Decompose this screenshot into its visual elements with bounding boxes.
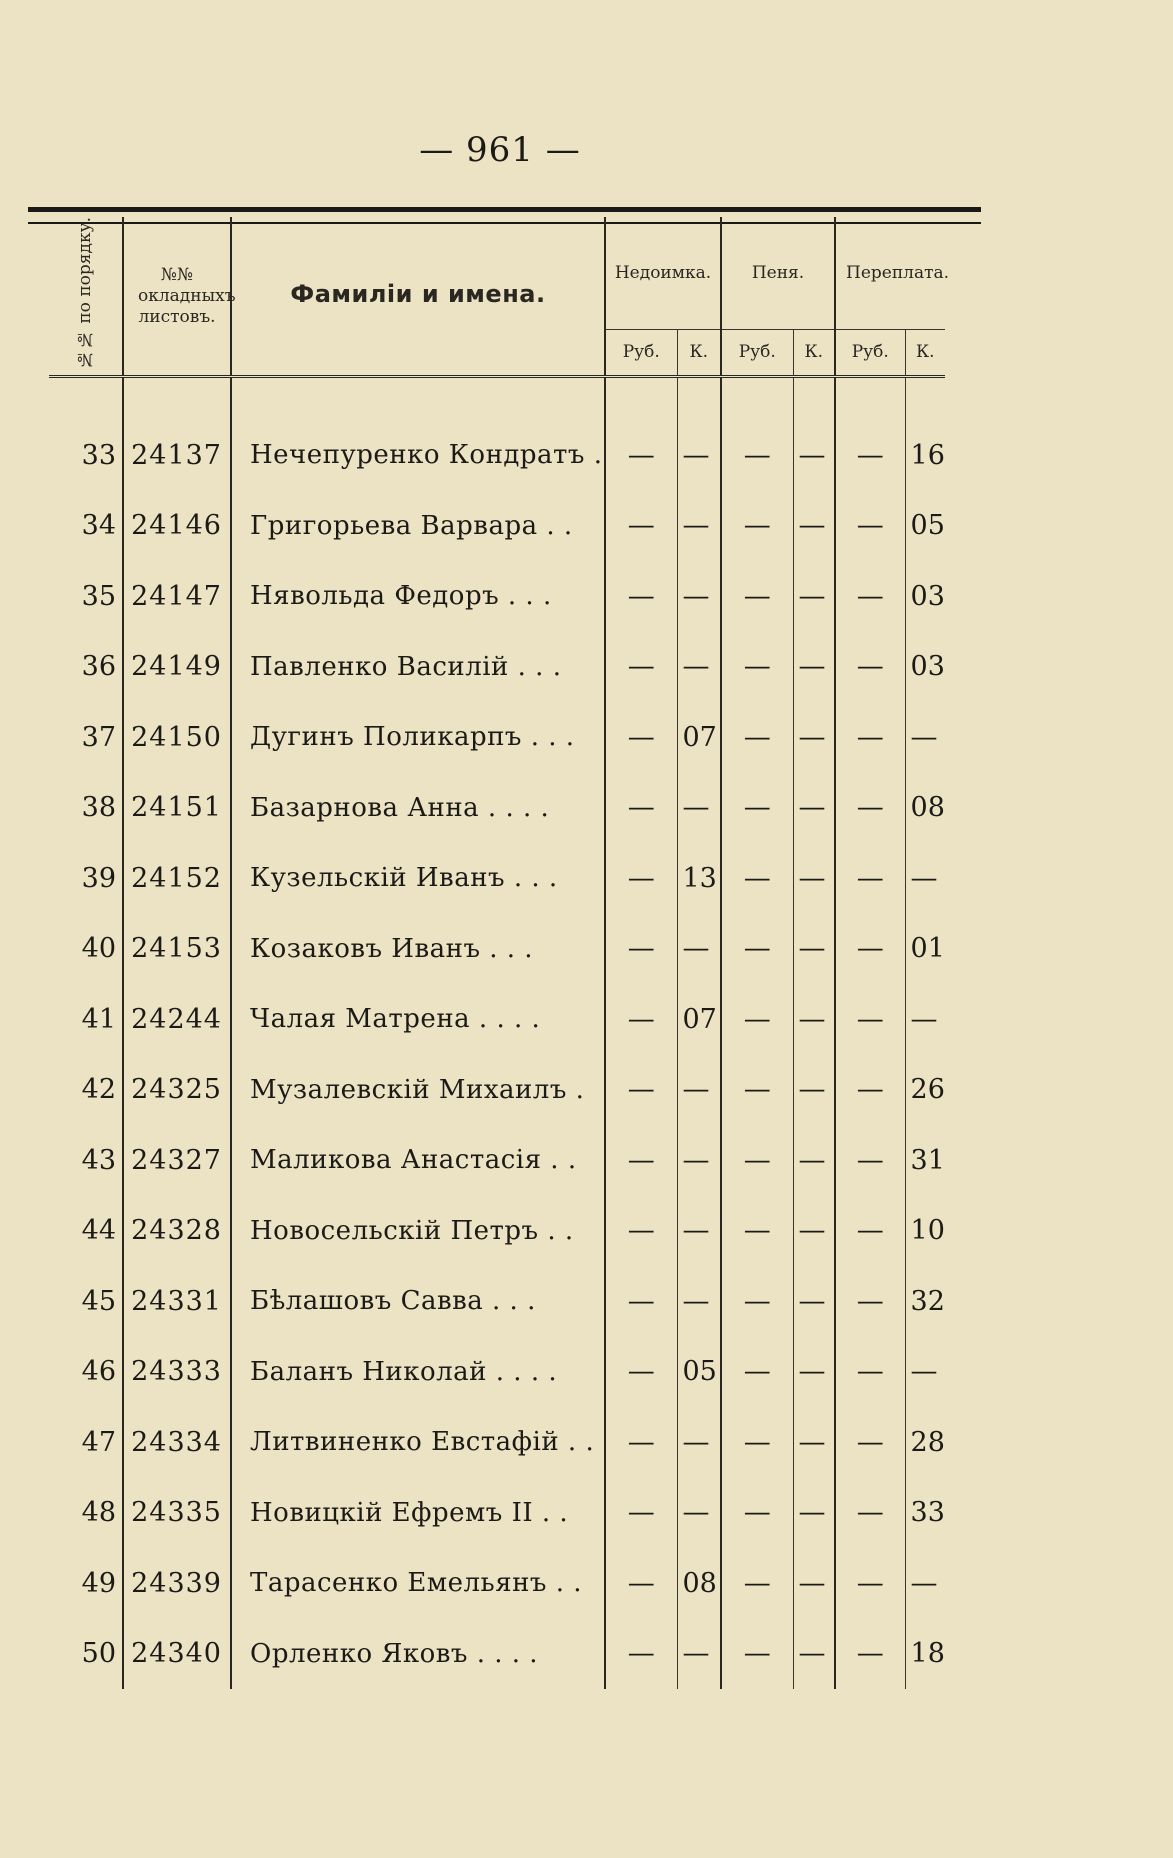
penalty-rub: — xyxy=(721,1266,793,1337)
page-number: — 961 — xyxy=(419,130,581,170)
arrears-rub: — xyxy=(605,632,677,703)
arrears-rub: — xyxy=(605,1055,677,1126)
subheader-penalty-rub: Руб. xyxy=(721,330,793,377)
spacer-row xyxy=(49,377,945,421)
penalty-rub: — xyxy=(721,984,793,1055)
person-name: Нявольда Федоръ . . . xyxy=(231,561,605,632)
person-name: Тарасенко Емельянъ . . xyxy=(231,1548,605,1619)
arrears-kop: — xyxy=(677,773,721,844)
penalty-rub: — xyxy=(721,491,793,562)
arrears-rub: — xyxy=(605,561,677,632)
overpay-kop: 18 xyxy=(905,1619,945,1689)
spacer-cell xyxy=(677,377,721,421)
penalty-kop: — xyxy=(793,632,835,703)
ledger-number: 24331 xyxy=(123,1266,231,1337)
row-number: 43 xyxy=(81,1144,116,1176)
spacer-cell xyxy=(605,377,677,421)
row-number: 48 xyxy=(81,1497,116,1529)
overpay-rub: — xyxy=(835,1337,905,1408)
penalty-rub: — xyxy=(721,1619,793,1689)
overpay-kop: — xyxy=(905,1548,945,1619)
person-name: Базарнова Анна . . . . xyxy=(231,773,605,844)
spacer-cell xyxy=(49,377,123,421)
overpay-kop: 03 xyxy=(905,561,945,632)
overpay-kop: 03 xyxy=(905,632,945,703)
person-name: Баланъ Николай . . . . xyxy=(231,1337,605,1408)
row-number: 38 xyxy=(81,792,116,824)
table-row xyxy=(49,1055,945,1126)
penalty-rub: — xyxy=(721,773,793,844)
arrears-kop: — xyxy=(677,420,721,491)
ledger-number: 24149 xyxy=(123,632,231,703)
subheader-overpay-kop: К. xyxy=(905,330,945,377)
penalty-kop: — xyxy=(793,1337,835,1408)
row-number: 35 xyxy=(81,580,116,612)
arrears-rub: — xyxy=(605,1548,677,1619)
overpay-kop: 05 xyxy=(905,491,945,562)
spacer-cell xyxy=(123,377,231,421)
person-name: Козаковъ Иванъ . . . xyxy=(231,914,605,985)
arrears-kop: — xyxy=(677,1407,721,1478)
spacer-cell xyxy=(793,377,835,421)
row-number: 34 xyxy=(81,510,116,542)
overpay-kop: 33 xyxy=(905,1478,945,1549)
row-number: 45 xyxy=(81,1285,116,1317)
person-name: Григорьева Варвара . . xyxy=(231,491,605,562)
penalty-rub: — xyxy=(721,843,793,914)
overpay-rub: — xyxy=(835,702,905,773)
arrears-kop: — xyxy=(677,632,721,703)
row-number: 49 xyxy=(81,1567,116,1599)
header-ledger: №№ окладныхъ листовъ. xyxy=(138,264,236,327)
ledger-body xyxy=(49,377,945,1689)
ledger-number: 24339 xyxy=(123,1548,231,1619)
ledger-number: 24335 xyxy=(123,1478,231,1549)
overpay-kop: 08 xyxy=(905,773,945,844)
overpay-rub: — xyxy=(835,1548,905,1619)
person-name: Маликова Анастасія . . xyxy=(231,1125,605,1196)
row-number: 33 xyxy=(81,439,116,471)
penalty-kop: — xyxy=(793,420,835,491)
overpay-rub: — xyxy=(835,914,905,985)
overpay-rub: — xyxy=(835,1125,905,1196)
arrears-rub: — xyxy=(605,984,677,1055)
ledger-number: 24328 xyxy=(123,1196,231,1267)
penalty-rub: — xyxy=(721,914,793,985)
penalty-kop: — xyxy=(793,561,835,632)
header-row xyxy=(49,217,945,330)
ledger-number: 24150 xyxy=(123,702,231,773)
row-number: 46 xyxy=(81,1356,116,1388)
overpay-rub: — xyxy=(835,632,905,703)
table-row xyxy=(49,1125,945,1196)
person-name: Дугинъ Поликарпъ . . . xyxy=(231,702,605,773)
header-penalty-cell xyxy=(721,217,835,330)
arrears-kop: — xyxy=(677,1478,721,1549)
penalty-kop: — xyxy=(793,1125,835,1196)
arrears-kop: — xyxy=(677,1266,721,1337)
ledger-number: 24152 xyxy=(123,843,231,914)
header-number: №№ по порядку. xyxy=(75,217,95,370)
penalty-rub: — xyxy=(721,420,793,491)
header-ledger-cell xyxy=(123,217,236,377)
arrears-rub: — xyxy=(605,702,677,773)
row-number: 47 xyxy=(81,1426,116,1458)
penalty-kop: — xyxy=(793,914,835,985)
penalty-rub: — xyxy=(721,1055,793,1126)
header-arrears-cell xyxy=(605,217,721,330)
ledger-number: 24327 xyxy=(123,1125,231,1196)
table-row xyxy=(49,632,945,703)
arrears-kop: — xyxy=(677,1055,721,1126)
arrears-kop: — xyxy=(677,491,721,562)
overpay-rub: — xyxy=(835,984,905,1055)
ledger-number: 24153 xyxy=(123,914,231,985)
header-penalty: Пеня. xyxy=(751,262,805,283)
penalty-kop: — xyxy=(793,843,835,914)
person-name: Новосельскій Петръ . . xyxy=(231,1196,605,1267)
overpay-kop: — xyxy=(905,984,945,1055)
arrears-rub: — xyxy=(605,1125,677,1196)
row-number: 44 xyxy=(81,1215,116,1247)
penalty-kop: — xyxy=(793,1548,835,1619)
penalty-rub: — xyxy=(721,702,793,773)
table-row xyxy=(49,561,945,632)
arrears-kop: 08 xyxy=(677,1548,721,1619)
row-number: 50 xyxy=(81,1638,116,1670)
overpay-rub: — xyxy=(835,773,905,844)
table-row xyxy=(49,1548,945,1619)
row-number: 41 xyxy=(81,1003,116,1035)
arrears-kop: — xyxy=(677,1619,721,1689)
table-row xyxy=(49,773,945,844)
ledger-table xyxy=(49,217,950,1689)
person-name: Бѣлашовъ Савва . . . xyxy=(231,1266,605,1337)
row-number: 36 xyxy=(81,651,116,683)
arrears-kop: — xyxy=(677,1196,721,1267)
subheader-penalty-kop: К. xyxy=(793,330,835,377)
penalty-rub: — xyxy=(721,1125,793,1196)
person-name: Чалая Матрена . . . . xyxy=(231,984,605,1055)
overpay-rub: — xyxy=(835,1196,905,1267)
header-number-cell xyxy=(49,217,123,377)
subheader-arrears-rub: Руб. xyxy=(605,330,677,377)
overpay-kop: — xyxy=(905,702,945,773)
arrears-rub: — xyxy=(605,1337,677,1408)
table-row xyxy=(49,1266,945,1337)
arrears-kop: — xyxy=(677,561,721,632)
arrears-kop: 05 xyxy=(677,1337,721,1408)
arrears-kop: 07 xyxy=(677,984,721,1055)
header-overpay: Переплата. xyxy=(846,262,950,283)
ledger-number: 24325 xyxy=(123,1055,231,1126)
table-row xyxy=(49,1478,945,1549)
row-number: 39 xyxy=(81,862,116,894)
arrears-rub: — xyxy=(605,1407,677,1478)
arrears-kop: 13 xyxy=(677,843,721,914)
spacer-cell xyxy=(835,377,905,421)
ledger-number: 24340 xyxy=(123,1619,231,1689)
ledger-number: 24333 xyxy=(123,1337,231,1408)
penalty-kop: — xyxy=(793,491,835,562)
person-name: Орленко Яковъ . . . . xyxy=(231,1619,605,1689)
overpay-rub: — xyxy=(835,843,905,914)
overpay-rub: — xyxy=(835,1619,905,1689)
header-overpay-cell xyxy=(835,217,950,330)
penalty-kop: — xyxy=(793,773,835,844)
overpay-kop: 16 xyxy=(905,420,945,491)
table-row xyxy=(49,843,945,914)
arrears-kop: — xyxy=(677,1125,721,1196)
penalty-rub: — xyxy=(721,1548,793,1619)
person-name: Павленко Василій . . . xyxy=(231,632,605,703)
arrears-rub: — xyxy=(605,843,677,914)
arrears-rub: — xyxy=(605,491,677,562)
penalty-kop: — xyxy=(793,1619,835,1689)
penalty-rub: — xyxy=(721,1407,793,1478)
table-row xyxy=(49,1407,945,1478)
table-row xyxy=(49,491,945,562)
penalty-kop: — xyxy=(793,1055,835,1126)
table-row xyxy=(49,984,945,1055)
penalty-rub: — xyxy=(721,1196,793,1267)
person-name: Новицкій Ефремъ II . . xyxy=(231,1478,605,1549)
penalty-kop: — xyxy=(793,1196,835,1267)
table-row xyxy=(49,1196,945,1267)
ledger-number: 24334 xyxy=(123,1407,231,1478)
table-row xyxy=(49,1337,945,1408)
header-arrears: Недоимка. xyxy=(614,262,712,283)
row-number: 37 xyxy=(81,721,116,753)
header-name: Фамиліи и имена. xyxy=(290,280,546,309)
arrears-rub: — xyxy=(605,773,677,844)
ledger-table-wrap xyxy=(49,217,950,1689)
penalty-kop: — xyxy=(793,1407,835,1478)
person-name: Музалевскій Михаилъ . xyxy=(231,1055,605,1126)
overpay-rub: — xyxy=(835,1407,905,1478)
table-row xyxy=(49,702,945,773)
penalty-rub: — xyxy=(721,561,793,632)
table-row xyxy=(49,1619,945,1689)
overpay-rub: — xyxy=(835,1266,905,1337)
overpay-kop: — xyxy=(905,843,945,914)
person-name: Нечепуренко Кондратъ . xyxy=(231,420,605,491)
table-row xyxy=(49,420,945,491)
penalty-rub: — xyxy=(721,1478,793,1549)
spacer-cell xyxy=(231,377,605,421)
overpay-kop: 10 xyxy=(905,1196,945,1267)
overpay-rub: — xyxy=(835,1055,905,1126)
spacer-cell xyxy=(721,377,793,421)
ledger-number: 24137 xyxy=(123,420,231,491)
overpay-kop: 32 xyxy=(905,1266,945,1337)
overpay-rub: — xyxy=(835,561,905,632)
arrears-rub: — xyxy=(605,1266,677,1337)
overpay-rub: — xyxy=(835,1478,905,1549)
overpay-rub: — xyxy=(835,491,905,562)
penalty-rub: — xyxy=(721,632,793,703)
overpay-kop: 31 xyxy=(905,1125,945,1196)
arrears-kop: — xyxy=(677,914,721,985)
arrears-kop: 07 xyxy=(677,702,721,773)
spacer-cell xyxy=(905,377,945,421)
penalty-rub: — xyxy=(721,1337,793,1408)
person-name: Литвиненко Евстафій . . xyxy=(231,1407,605,1478)
overpay-kop: 26 xyxy=(905,1055,945,1126)
penalty-kop: — xyxy=(793,984,835,1055)
row-number: 42 xyxy=(81,1074,116,1106)
overpay-rub: — xyxy=(835,420,905,491)
penalty-kop: — xyxy=(793,1478,835,1549)
overpay-kop: 01 xyxy=(905,914,945,985)
overpay-kop: 28 xyxy=(905,1407,945,1478)
arrears-rub: — xyxy=(605,914,677,985)
penalty-kop: — xyxy=(793,1266,835,1337)
ledger-number: 24146 xyxy=(123,491,231,562)
ledger-number: 24151 xyxy=(123,773,231,844)
subheader-overpay-rub: Руб. xyxy=(835,330,905,377)
arrears-rub: — xyxy=(605,420,677,491)
table-row xyxy=(49,914,945,985)
person-name: Кузельскій Иванъ . . . xyxy=(231,843,605,914)
overpay-kop: — xyxy=(905,1337,945,1408)
arrears-rub: — xyxy=(605,1619,677,1689)
ledger-number: 24147 xyxy=(123,561,231,632)
row-number: 40 xyxy=(81,933,116,965)
header-name-cell xyxy=(231,217,605,377)
penalty-kop: — xyxy=(793,702,835,773)
ledger-number: 24244 xyxy=(123,984,231,1055)
arrears-rub: — xyxy=(605,1478,677,1549)
subheader-arrears-kop: К. xyxy=(677,330,721,377)
arrears-rub: — xyxy=(605,1196,677,1267)
